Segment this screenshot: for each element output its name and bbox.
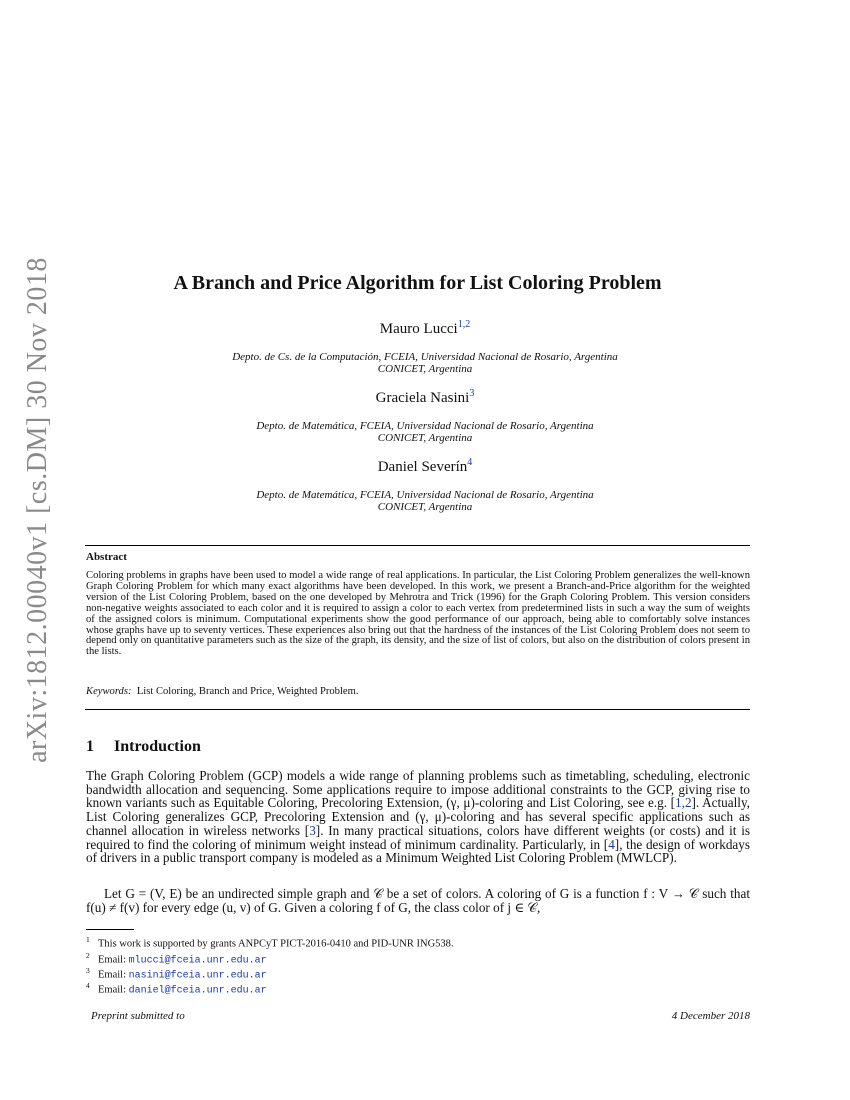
footnote-mark: 2 [86,951,90,960]
keywords [86,686,359,697]
footnote-text: This work is supported by grants ANPCyT PICT-2016-0410 and PID-UNR ING538. [98,938,454,950]
intro-text: The Graph Coloring Problem (GCP) models a wide range of planning problems such as timetabling, scheduling, electronic bandwidth allocation and sequencing. Some applications require to impose additional constraints to the GCP, giving rise to known variants such as Equitable Coloring, Precoloring Extension, (γ, μ)-coloring and List Coloring, see e.g. [ [86,768,750,811]
intro-text: ]. In many practical situations, colors have different weights (or costs) and it is required to find the coloring of minimum weight instead of minimum cardinality. Particularly, in [ [86,822,750,852]
author-marks[interactable]: 1,2 [457,319,471,330]
author-1 [0,319,850,338]
footer-preprint: Preprint submitted to [91,1010,185,1022]
citation-link[interactable]: 4 [608,836,615,852]
author-3 [0,457,850,476]
footnote-mark: 4 [86,981,90,990]
affiliation-3-line-1: Depto. de Matemática, FCEIA, Universidad Nacional de Rosario, Argentina [256,489,594,501]
author-marks[interactable]: 3 [469,388,475,399]
email-link[interactable]: mlucci@fceia.unr.edu.ar [128,955,267,967]
intro-paragraph-1 [86,769,750,865]
footnote-mark: 3 [86,966,90,975]
section-heading [86,738,201,756]
footnote-2 [86,951,267,967]
keywords-text: List Coloring, Branch and Price, Weighted Problem. [136,686,359,697]
keywords-label: Keywords: [86,686,132,697]
author-2 [0,388,850,407]
abstract-text: Coloring problems in graphs have been used to model a wide range of real applications. In particular, the List Coloring Problem generalizes the well-known Graph Coloring Problem for which many exact algorithms have been developed. In this work, we present a Branch-and-Price algorithm for the weighted version of the List Coloring Problem, based on the one developed by Mehrotra and Trick (1996) for the Graph Coloring Problem. This version considers non-negative weights associated to each color and it is required to assign a color to each vertex from predetermined lists in such a way the sum of weights of the assigned colors is minimum. Computational experiments show the good performance of our approach, being able to comfortably solve instances whose graphs have up to seventy vertices. These experiences also bring out that the hardness of the instances of the List Coloring Problem does not seem to depend only on quantitative parameters such as the size of the graph, its density, and the size of list of colors, but also on the distribution of colors present in the lists. [86,570,750,658]
intro-paragraph-2: Let G = (V, E) be an undirected simple graph and 𝒞 be a set of colors. A coloring of G is a function f : V → 𝒞 such that f(u) ≠ f(v) for every edge (u, v) of G. Given a coloring f of G, the class color of j ∈ 𝒞, [86,886,750,915]
footnote-text: Email: [98,954,126,966]
intro-text: ]. Actually, List Coloring generalizes GCP, Precoloring Extension and (γ, μ)-coloring and has several specific applications such as channel allocation in wireless networks [ [86,795,750,838]
author-name: Mauro Lucci [379,321,458,337]
email-link[interactable]: nasini@fceia.unr.edu.ar [128,970,267,982]
arxiv-stamp-text: arXiv:1812.00040v1 [cs.DM] 30 Nov 2018 [22,257,53,763]
footnote-4 [86,981,267,997]
email-link[interactable]: daniel@fceia.unr.edu.ar [128,985,267,997]
author-name: Daniel Severín [377,459,468,475]
footnote-text: Email: [98,984,126,996]
affiliation-2-line-1: Depto. de Matemática, FCEIA, Universidad Nacional de Rosario, Argentina [256,420,594,432]
abstract-heading: Abstract [86,551,127,563]
footnote-1 [86,935,454,950]
intro-text: ], the design of workdays of drivers in a public transport company is modeled as a Minimum Weighted List Coloring Problem (MWLCP). [86,836,750,866]
affiliation-1-line-1: Depto. de Cs. de la Computación, FCEIA, Universidad Nacional de Rosario, Argentina [232,351,618,363]
section-title: Introduction [114,738,201,755]
affiliation-3-line-2: CONICET, Argentina [377,501,473,513]
footer-date: 4 December 2018 [671,1010,750,1022]
section-number: 1 [86,738,94,755]
author-marks[interactable]: 4 [467,457,473,468]
affiliation-1-line-2: CONICET, Argentina [377,363,473,375]
footnote-rule [86,929,134,930]
footnote-3 [86,966,267,982]
abstract-top-rule [85,545,750,546]
footnote-text: Email: [98,969,126,981]
author-name: Graciela Nasini [375,390,470,406]
paper-title: A Branch and Price Algorithm for List Coloring Problem [173,272,662,294]
citation-link[interactable]: 1,2 [675,795,692,811]
citation-link[interactable]: 3 [309,822,316,838]
affiliation-2-line-2: CONICET, Argentina [377,432,473,444]
abstract-bottom-rule [85,709,750,710]
footnote-mark: 1 [86,935,90,944]
